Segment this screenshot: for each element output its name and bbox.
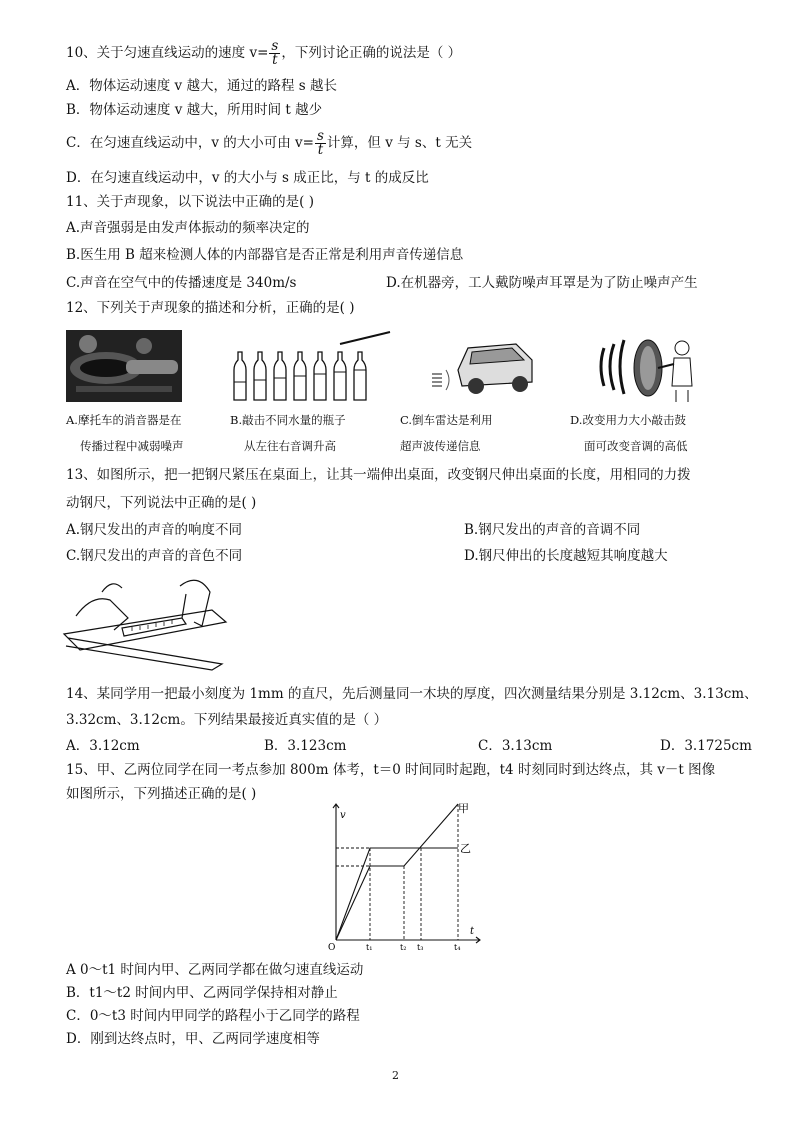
page-number: 2	[392, 1069, 399, 1082]
t4-label: t₄	[454, 943, 461, 952]
steel-ruler-on-table-figure	[62, 574, 228, 672]
q15-stem-line1: 15、甲、乙两位同学在同一考点参加 800m 体考，t＝0 时间同时起跑，t4 时刻同时到达终点，其 v－t 图像	[66, 762, 716, 778]
yi-line	[336, 848, 458, 940]
q14-option-c: C．3.13cm	[478, 738, 553, 754]
water-bottles-figure	[232, 330, 392, 402]
q13-option-d: D.钢尺伸出的长度越短其响度越大	[464, 548, 668, 564]
q15-option-a: A 0～t1 时间内甲、乙两同学都在做匀速直线运动	[66, 962, 364, 978]
t1-label: t₁	[366, 943, 373, 952]
q15-option-b: B．t1～t2 时间内甲、乙两同学保持相对静止	[66, 985, 338, 1001]
q13-option-c: C.钢尺发出的声音的音色不同	[66, 548, 243, 564]
q15-stem-line2: 如图所示，下列描述正确的是( )	[66, 786, 257, 802]
q12-caption-b2: 从左往右音调升高	[244, 439, 336, 453]
q10-option-a: A．物体运动速度 v 越大，通过的路程 s 越长	[66, 78, 337, 94]
q12-caption-d2: 面可改变音调的高低	[584, 439, 688, 453]
q10-option-c: C．在匀速直线运动中，v 的大小可由 v= $\frac{s}{t}$ 计算，但 v 与 s、t 无关	[66, 128, 473, 158]
q14-stem-line1: 14、某同学用一把最小刻度为 1mm 的直尺，先后测量同一木块的厚度，四次测量结果分别是 3.12cm、3.13cm、	[66, 686, 758, 702]
v-axis-label: v	[340, 810, 346, 821]
q11-option-b: B.医生用 B 超来检测人体的内部器官是否正常是利用声音传递信息	[66, 247, 464, 263]
q11-option-d: D.在机器旁，工人戴防噪声耳罩是为了防止噪声产生	[386, 275, 698, 291]
q13-stem-line2: 动钢尺，下列说法中正确的是( )	[66, 495, 257, 511]
q14-option-d: D．3.1725cm	[660, 738, 752, 754]
t-axis-label: t	[470, 926, 475, 937]
jia-label: 甲	[458, 802, 469, 815]
q12-caption-c2: 超声波传递信息	[400, 439, 481, 453]
q15-option-c: C．0～t3 时间内甲同学的路程小于乙同学的路程	[66, 1008, 360, 1024]
jia-line	[336, 804, 458, 940]
q11-option-a: A.声音强弱是由发声体振动的频率决定的	[66, 220, 310, 236]
q12-caption-a2: 传播过程中减弱噪声	[80, 439, 184, 453]
motorcycle-muffler-photo	[66, 330, 182, 402]
q11-option-c: C.声音在空气中的传播速度是 340m/s	[66, 275, 297, 291]
q14-option-a: A．3.12cm	[66, 738, 140, 754]
q10-option-d: D．在匀速直线运动中，v 的大小与 s 成正比，与 t 的成反比	[66, 170, 429, 186]
q13-option-b: B.钢尺发出的声音的音调不同	[464, 522, 641, 538]
q11-stem: 11、关于声现象，以下说法中正确的是( )	[66, 194, 315, 210]
t2-label: t₂	[400, 943, 407, 952]
q14-option-b: B．3.123cm	[264, 738, 347, 754]
origin-label: O	[328, 943, 336, 952]
q15-option-d: D．刚到达终点时，甲、乙两同学速度相等	[66, 1031, 320, 1047]
q12-caption-c1: C.倒车雷达是利用	[400, 413, 493, 427]
v-t-graph	[326, 800, 486, 952]
q12-caption-b1: B.敲击不同水量的瓶子	[230, 413, 346, 427]
q13-stem-line1: 13、如图所示，把一把钢尺紧压在桌面上，让其一端伸出桌面，改变钢尺伸出桌面的长度，用相同的力拨	[66, 467, 691, 483]
q14-stem-line2: 3.32cm、3.12cm。下列结果最接近真实值的是（ ）	[66, 712, 388, 728]
q13-option-a: A.钢尺发出的声音的响度不同	[66, 522, 243, 538]
s-over-t-fraction: $\frac{s}{t}$	[271, 38, 279, 68]
s-over-t-fraction: $\frac{s}{t}$	[316, 128, 324, 158]
q12-stem: 12、下列关于声现象的描述和分析，正确的是( )	[66, 300, 355, 316]
yi-label: 乙	[460, 842, 471, 855]
q10-stem: 10、关于匀速直线运动的速度 v= $\frac{s}{t}$ ，下列讨论正确的说法是（ ）	[66, 38, 462, 68]
t3-label: t₃	[417, 943, 424, 952]
q10-option-b: B．物体运动速度 v 越大，所用时间 t 越少	[66, 102, 323, 118]
q12-caption-a1: A.摩托车的消音器是在	[66, 413, 182, 427]
drum-player-figure	[596, 330, 702, 402]
q12-caption-d1: D.改变用力大小敲击鼓	[570, 413, 686, 427]
reversing-radar-car-figure	[428, 330, 538, 402]
